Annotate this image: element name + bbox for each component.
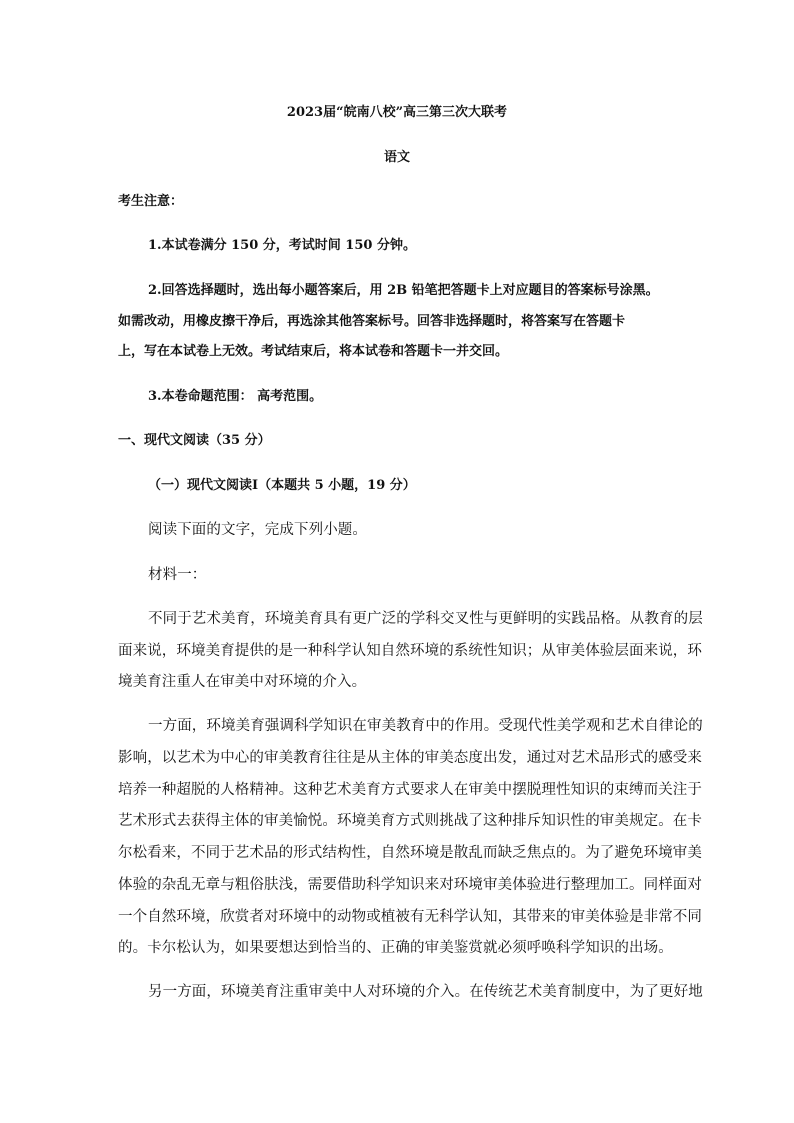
notice-item-2-line-2: 如需改动，用橡皮擦干净后，再选涂其他答案标号。回答非选择题时，将答案写在答题卡: [118, 314, 626, 329]
paragraph-2-line-2: 影响，以艺术为中心的审美教育往往是从主体的审美态度出发，通过对艺术品形式的感受来: [118, 750, 702, 766]
section-heading: 一、现代文阅读（35 分）: [118, 433, 271, 448]
paragraph-2-line-3: 培养一种超脱的人格精神。这种艺术美育方式要求人在审美中摆脱理性知识的束缚而关注于: [118, 782, 702, 798]
paragraph-1-line-1: 不同于艺术美育，环境美育具有更广泛的学科交叉性与更鲜明的实践品格。从教育的层: [148, 611, 703, 627]
notice-item-2-line-3: 上，写在本试卷上无效。考试结束后，将本试卷和答题卡一并交回。: [118, 344, 509, 359]
paragraph-2-line-4: 艺术形式去获得主体的审美愉悦。环境美育方式则挑战了这种排斥知识性的审美规定。在卡: [118, 813, 702, 829]
notice-item-2-line-1: 2.回答选择题时，选出每小题答案后，用 2B 铅笔把答题卡上对应题目的答案标号涂黑。: [148, 283, 659, 298]
paragraph-2-line-1: 一方面，环境美育强调科学知识在审美教育中的作用。受现代性美学观和艺术自律论的: [148, 718, 703, 734]
paragraph-2-line-7: 一个自然环境，欣赏者对环境中的动物或植被有无科学认知，其带来的审美体验是非常不同: [118, 909, 702, 925]
notice-item-1: 1.本试卷满分 150 分，考试时间 150 分钟。: [148, 238, 416, 253]
paragraph-2-line-5: 尔松看来，不同于艺术品的形式结构性，自然环境是散乱而缺乏焦点的。为了避免环境审美: [118, 845, 702, 861]
subsection-heading: （一）现代文阅读Ⅰ（本题共 5 小题，19 分）: [148, 478, 416, 493]
notice-item-3: 3.本卷命题范围： 高考范围。: [148, 389, 323, 404]
exam-title: 2023届“皖南八校”高三第三次大联考: [286, 105, 508, 120]
paragraph-3-line-1: 另一方面，环境美育注重审美中人对环境的介入。在传统艺术美育制度中，为了更好地: [148, 984, 703, 1000]
material-label: 材料一：: [148, 567, 207, 583]
paragraph-2-line-6: 体验的杂乱无章与粗俗肤浅，需要借助科学知识来对环境审美体验进行整理加工。同样面对: [118, 877, 702, 893]
subject-title: 语文: [383, 150, 410, 165]
notice-heading: 考生注意：: [118, 194, 184, 209]
reading-instruction: 阅读下面的文字，完成下列小题。: [148, 522, 367, 538]
paragraph-2-line-8: 的。卡尔松认为，如果要想达到恰当的、正确的审美鉴赏就必须呼唤科学知识的出场。: [118, 940, 673, 956]
paragraph-1-line-2: 面来说，环境美育提供的是一种科学认知自然环境的系统性知识；从审美体验层面来说，环: [118, 643, 702, 659]
paragraph-1-line-3: 境美育注重人在审美中对环境的介入。: [118, 674, 367, 690]
